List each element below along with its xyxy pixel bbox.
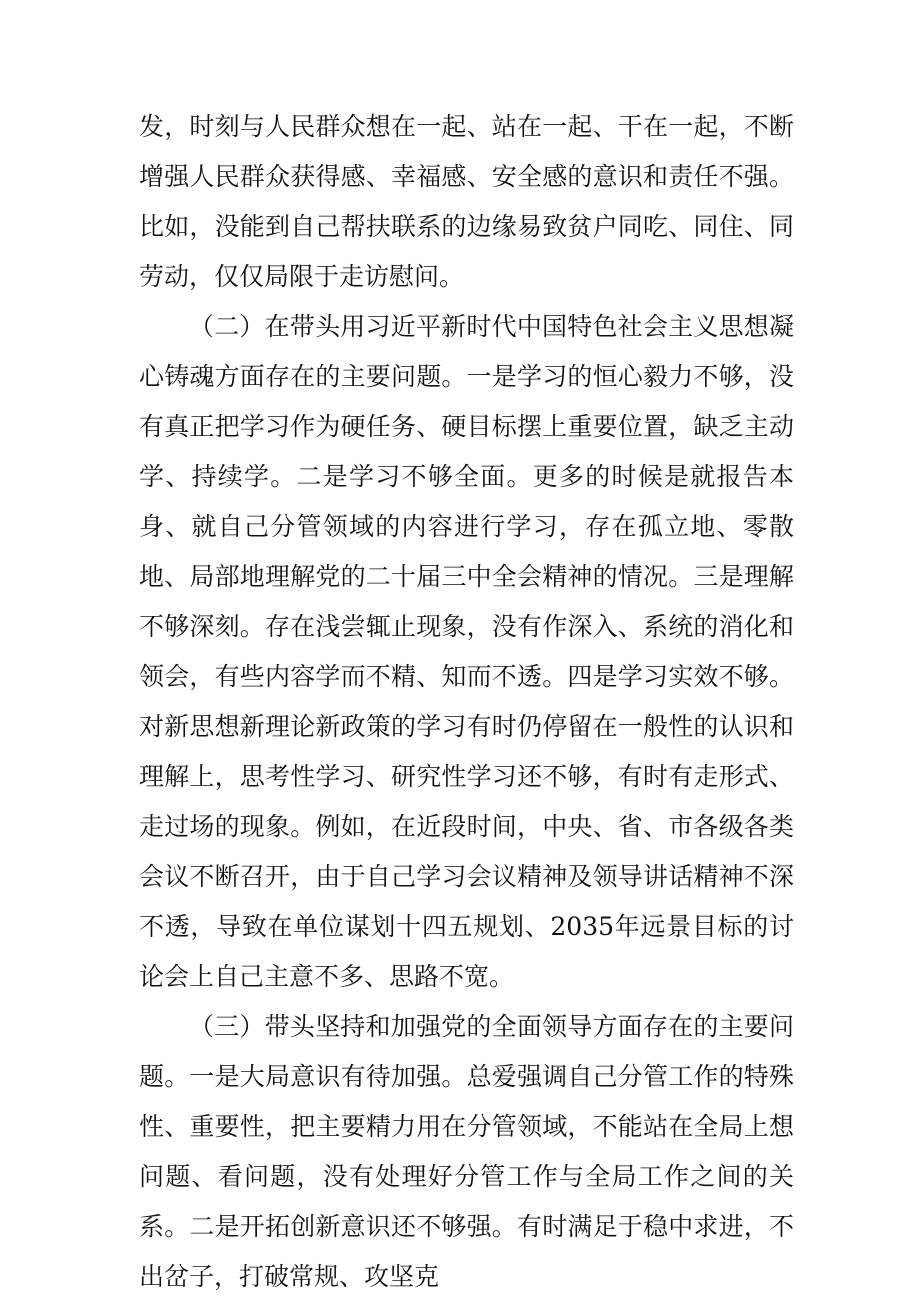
paragraph-section-three: （三）带头坚持和加强党的全面领导方面存在的主要问题。一是大局意识有待加强。总爱强调自己分管工作的特殊性、重要性，把主要精力用在分管领域，不能站在全局上想问题、看问题，没有处理好分管工作与全局工作之间的关系。二是开拓创新意识还不够强。有时满足于稳中求进，不出岔子，打破常规、攻坚克: [139, 1012, 794, 1291]
paragraph-section-two: （二）在带头用习近平新时代中国特色社会主义思想凝心铸魂方面存在的主要问题。一是学习的恒心毅力不够，没有真正把学习作为硬任务、硬目标摆上重要位置，缺乏主动学、持续学。二是学习不够全面。更多的时候是就报告本身、就自己分管领域的内容进行学习，存在孤立地、零散地、局部地理解党的二十届三中全会精神的情况。三是理解不够深刻。存在浅尝辄止现象，没有作深入、系统的消化和领会，有些内容学而不精、知而不透。四是学习实效不够。对新思想新理论新政策的学习有时仍停留在一般性的认识和理解上，思考性学习、研究性学习还不够，有时有走形式、走过场的现象。例如，在近段时间，中央、省、市各级各类会议不断召开，由于自己学习会议精神及领导讲话精神不深不透，导致在单位谋划十四五规划、2035年远景目标的讨论会上自己主意不多、思路不宽。: [139, 312, 794, 991]
paragraph-continuation: 发，时刻与人民群众想在一起、站在一起、干在一起，不断增强人民群众获得感、幸福感、安全感的意识和责任不强。比如，没能到自己帮扶联系的边缘易致贫户同吃、同住、同劳动，仅仅局限于走访慰问。: [139, 112, 794, 291]
document-body: [139, 102, 794, 1302]
